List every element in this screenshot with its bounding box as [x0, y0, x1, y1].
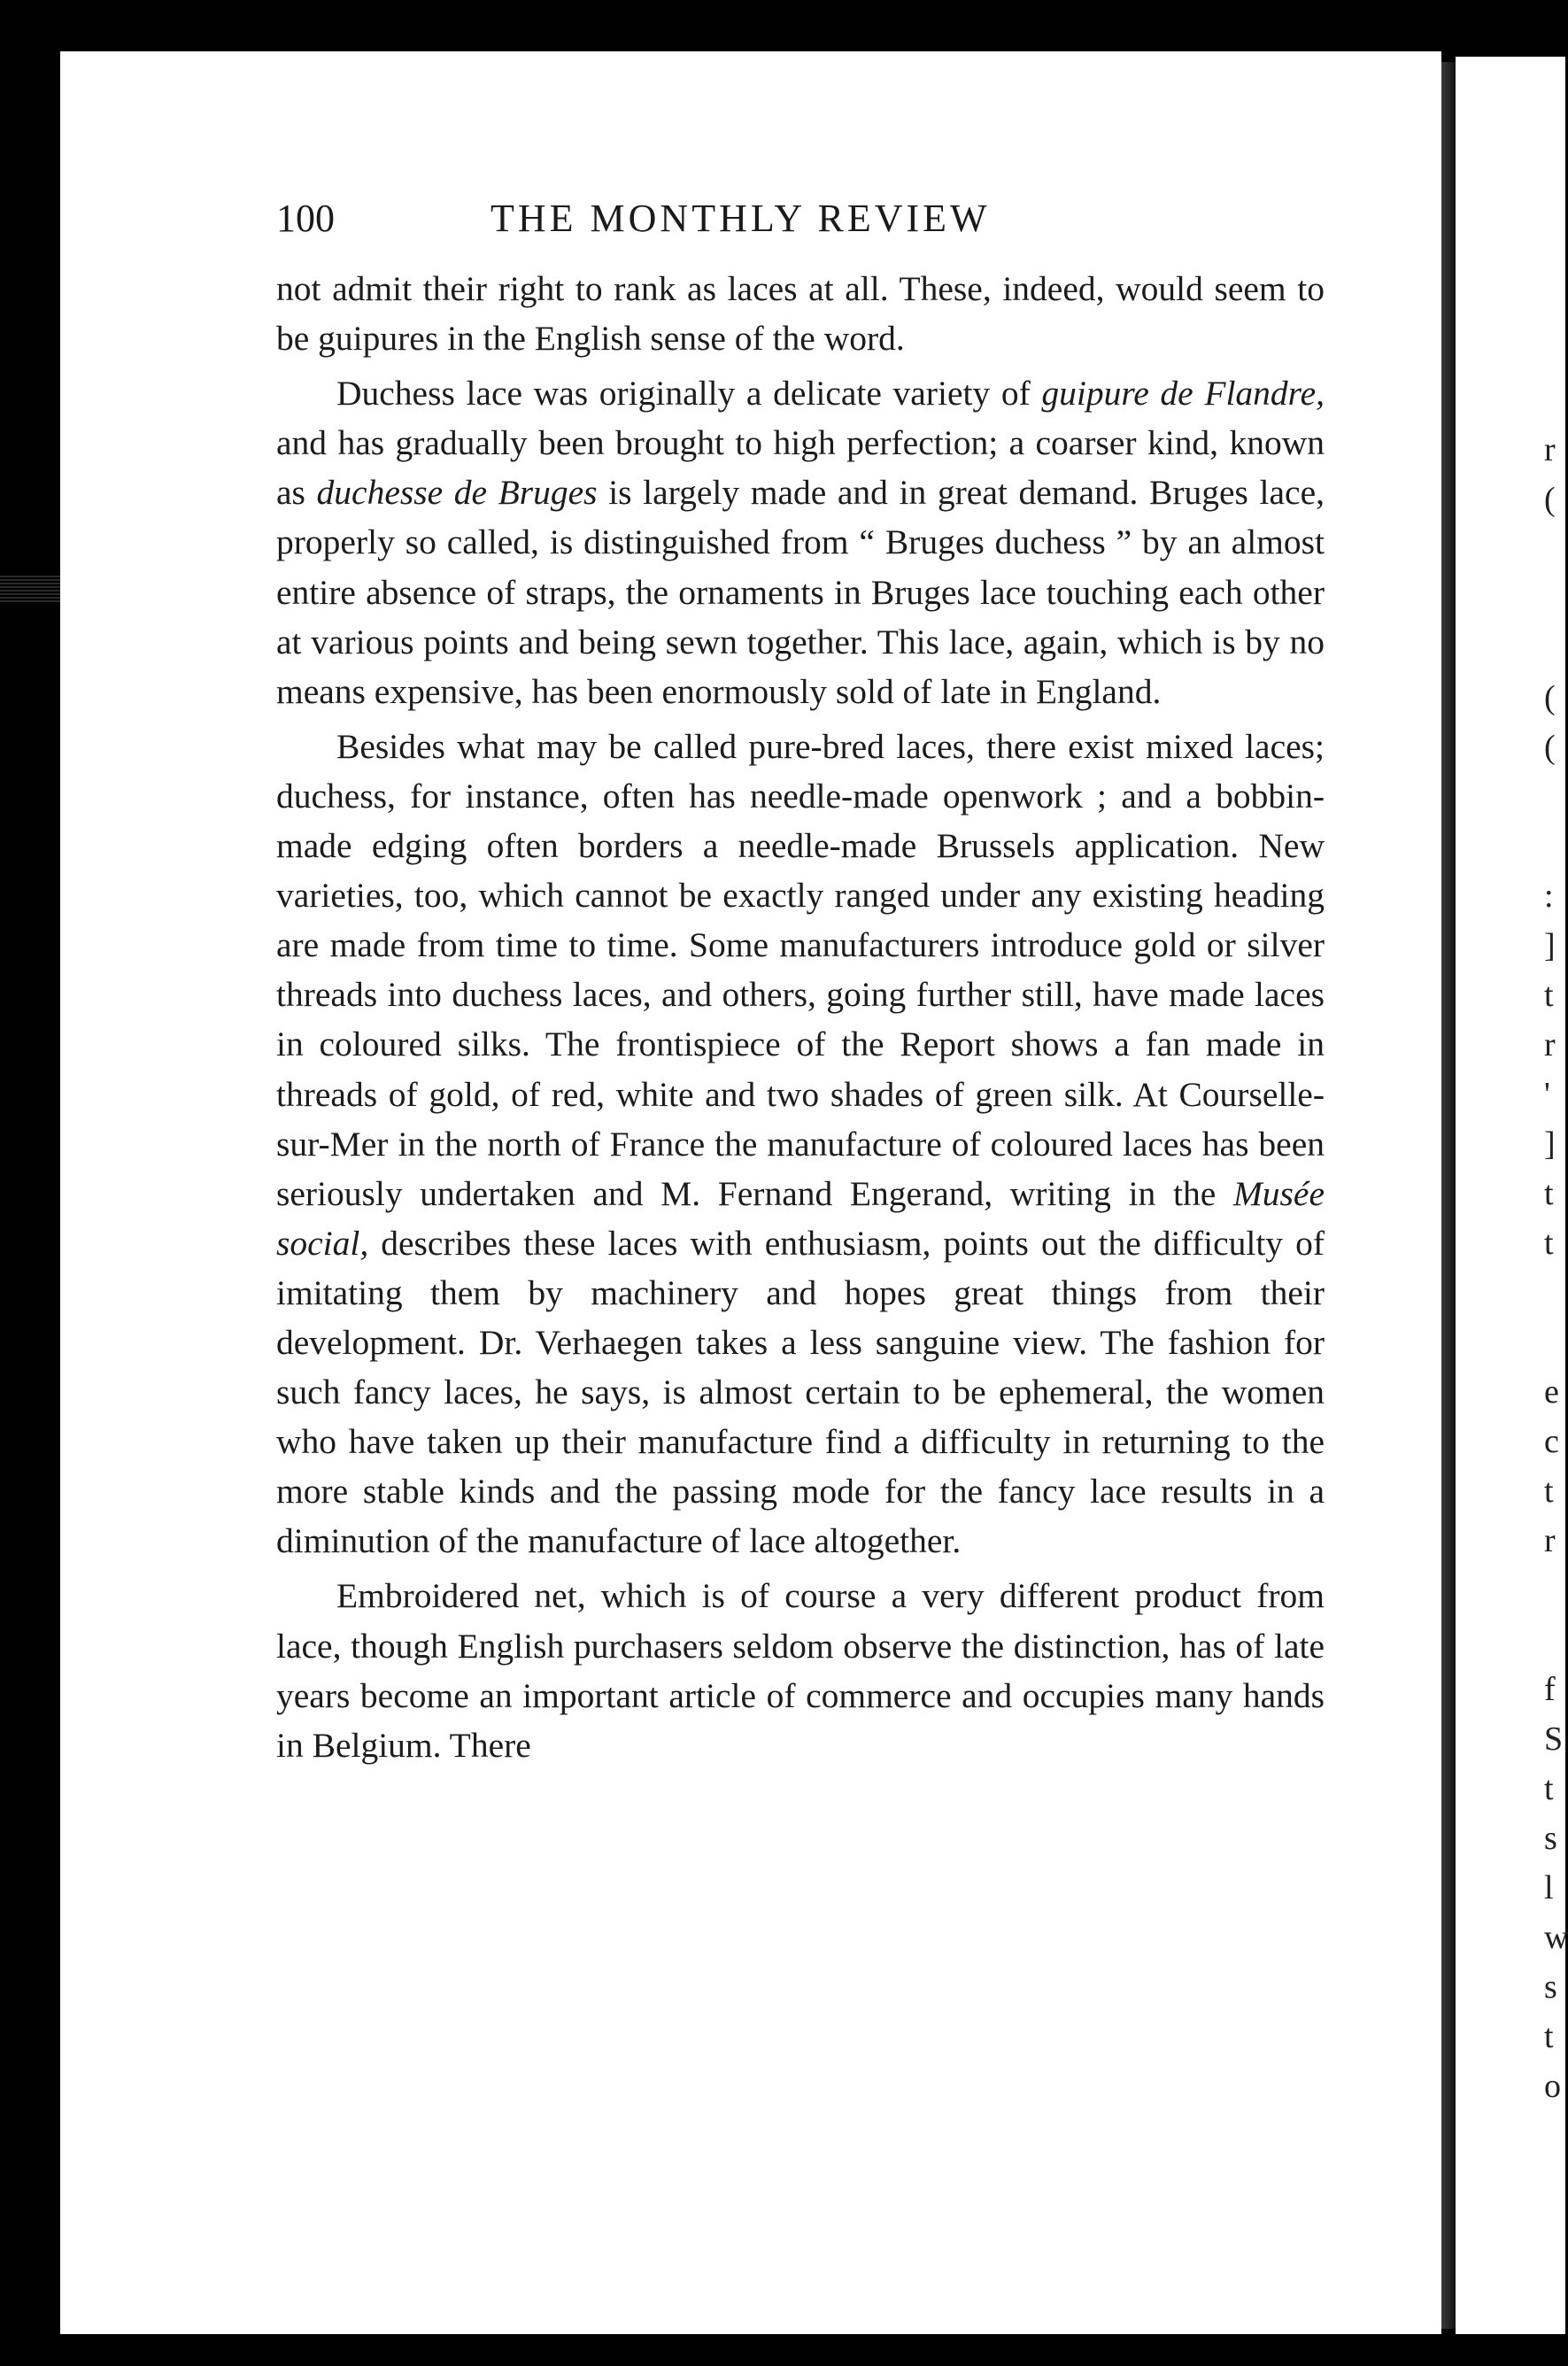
facing-page-letter [1544, 822, 1565, 871]
facing-page-letter: r [1544, 1026, 1556, 1063]
italic-musee-social: Musée social, [276, 1173, 1325, 1263]
facing-page-letter [1544, 524, 1565, 574]
facing-page-letter: o [1544, 2068, 1561, 2105]
gutter-shadow [1441, 62, 1456, 2329]
facing-page-letter [1544, 772, 1565, 822]
facing-page-letter [1544, 623, 1565, 673]
facing-page-letter: f [1544, 1671, 1556, 1708]
paragraph-3: Besides what may be called pure-bred laces, there exist mixed laces; duchess, for instance, often has needle-made openwork ; and a bobbin-made edging often borders a needle-made Brussels application. New varieties, too, which cannot be exactly ranged under any existing heading are made from time to time. Some manufacturers introduce gold or silver threads into duchess laces, and others, going further still, have made laces in coloured silks. The frontispiece of the Report shows a fan made in threads of gold, of red, white and two shades of green silk. At Courselle-sur-Mer in the north of France the manufacture of coloured laces has been seriously undertaken and M. Fernand Engerand, writing in the Musée social, describes these laces with enthusiasm, points out the difficulty of imitating them by machinery and hopes great things from their development. Dr. Verhaegen takes a less sanguine view. The fashion for such fancy laces, he says, is almost certain to be ephemeral, the women who have taken up their manufacture find a difficulty in returning to the more stable kinds and the passing mode for the fancy lace results in a diminution of the manufacture of lace altogether. [276, 726, 1325, 1561]
facing-page-letter: w [1544, 1919, 1568, 1956]
facing-page-letter: r [1544, 431, 1556, 468]
facing-page-letters [1544, 425, 1568, 2111]
facing-page-letter: c [1544, 1423, 1559, 1460]
facing-page-letter: t [1544, 1770, 1554, 1807]
facing-page-letter: s [1544, 1968, 1557, 2006]
facing-page-letter [1544, 574, 1565, 623]
facing-page-letter: t [1544, 977, 1554, 1014]
facing-page-letter: ] [1544, 927, 1556, 964]
facing-page-letter: e [1544, 1373, 1559, 1411]
page-header [218, 182, 1316, 252]
facing-page-letter: t [1544, 1175, 1554, 1212]
facing-page-letter: S [1544, 1720, 1564, 1758]
facing-page-letter [1544, 1318, 1565, 1367]
facing-page-letter: : [1544, 878, 1554, 915]
facing-page-letter: ( [1544, 729, 1556, 766]
facing-page-letter: t [1544, 2018, 1554, 2055]
facing-page-letter: t [1544, 1225, 1554, 1262]
facing-page-letter: t [1544, 1473, 1554, 1510]
running-head: THE MONTHLY REVIEW [490, 197, 991, 240]
facing-page-letter [1544, 1268, 1565, 1318]
paragraph-1: not admit their right to rank as laces at all. These, indeed, would seem to be guipures in the English sense of the word. [276, 269, 1325, 359]
facing-page-letter: ( [1544, 481, 1556, 518]
scan-edge-artifact [0, 576, 60, 602]
facing-page-letter [1544, 1615, 1565, 1665]
italic-duchesse-de-bruges: duchesse de Bruges [316, 473, 598, 513]
facing-page-letter: ( [1544, 679, 1556, 716]
paragraph-4: Embroidered net, which is of course a very different product from lace, though English purchasers seldom observe the distinction, has of late years become an important article of commerce and occupies many hands in Belgium. There [276, 1576, 1325, 1765]
facing-page-letter [1544, 1566, 1565, 1615]
facing-page-letter: s [1544, 1820, 1557, 1857]
facing-page-letter: r [1544, 1522, 1556, 1559]
paragraph-2: Duchess lace was originally a delicate variety of guipure de Flandre, and has gradually been brought to high perfection; a coarser kind, known as duchesse de Bruges is largely made and in great demand. Bruges lace, properly so called, is distinguished from “ Bruges duchess ” by an almost entire absence of straps, the ornaments in Bruges lace touching each other at various points and being sewn together. This lace, again, which is by no means expensive, has been enormously sold of late in England. [276, 374, 1325, 711]
page-number: 100 [276, 197, 335, 240]
facing-page-letter: ] [1544, 1125, 1556, 1163]
article-text [276, 264, 1325, 1770]
facing-page-letter: ' [1544, 1076, 1550, 1113]
facing-page-letter: l [1544, 1869, 1554, 1906]
italic-guipure-de-flandre: guipure de Flandre, [1041, 374, 1325, 414]
